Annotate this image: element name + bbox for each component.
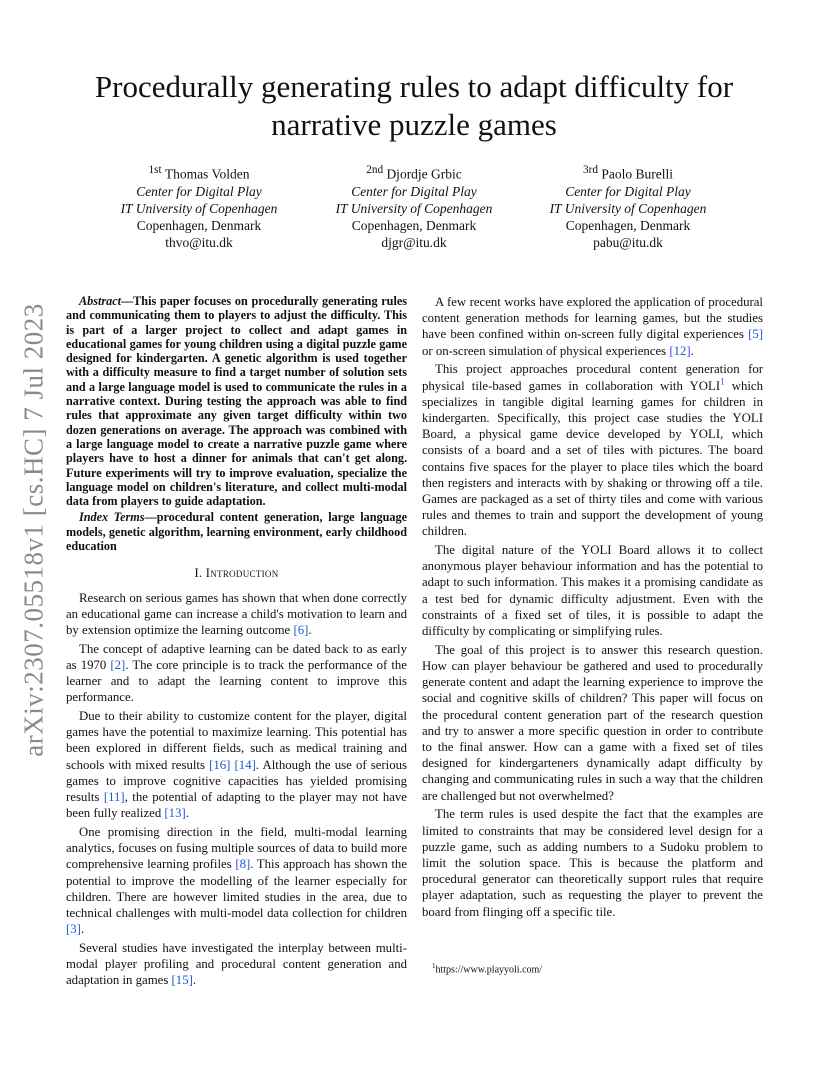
text-run: . [308, 622, 312, 637]
citation-link[interactable]: [5] [748, 327, 763, 342]
author-block-3 [518, 162, 738, 251]
paper-title: Procedurally generating rules to adapt difficulty for narrative puzzle games [94, 69, 734, 142]
text-run: , the potential of adapting to the player may not have been fully realized [66, 789, 407, 821]
index-terms-lead: Index Terms [79, 510, 145, 525]
citation-link[interactable]: [16] [209, 757, 231, 772]
citation-link[interactable]: [3] [66, 922, 81, 937]
section-heading: I. Introduction [194, 566, 279, 581]
author-location: Copenhagen, Denmark [351, 217, 477, 233]
text-run: Research on serious games has shown that when done correctly an educational game can increase a child's motivation to learn and by extension optimize the learning outcome [66, 590, 407, 637]
text-run: The digital nature of the YOLI Board allows it to collect anonymous player behaviour information and has the potential to adapt to such information. This makes it a promising candidate as a test bed for dynamic difficulty adjustment. Even with the constraints of a fixed set of tiles, it is possible to adapt the difficulty by complicating or simplifying rules. [422, 543, 763, 639]
paragraph [422, 806, 763, 919]
paragraph [66, 824, 407, 937]
text-run: One promising direction in the field, multi-modal learning analytics, focuses on fusing multiple sources of data to build more comprehensive learning profiles [66, 824, 407, 872]
text-run: or on-screen simulation of physical experiences [422, 343, 670, 358]
right-body [422, 294, 763, 920]
left-body [66, 590, 407, 989]
author-location: Copenhagen, Denmark [136, 217, 262, 233]
text-run: A few recent works have explored the application of procedural content generation methods for learning games, but the studies have been confined within on-screen fully digital experiences [422, 295, 763, 342]
text-run: . [690, 343, 694, 358]
author-affiliation: Center for Digital Play [136, 183, 262, 199]
right-column [422, 294, 763, 922]
paragraph [422, 361, 763, 539]
author-name: $^{1st}$ Thomas Volden [148, 164, 250, 182]
author-block-2 [304, 162, 524, 251]
author-institution: IT University of Copenhagen [335, 200, 493, 216]
author-email[interactable]: pabu@itu.dk [593, 234, 663, 250]
paragraph [66, 641, 407, 706]
citation-link[interactable]: [6] [293, 622, 309, 637]
index-terms-text: —procedural content generation, large language models, genetic algorithm, learning environment, early childhood education [66, 510, 407, 554]
text-run: . [185, 806, 189, 821]
paragraph [66, 590, 407, 639]
arxiv-sidebar [14, 300, 54, 760]
citation-link[interactable]: [14] [234, 757, 256, 772]
author-institution: IT University of Copenhagen [120, 200, 278, 216]
abstract-lead: Abstract [79, 294, 121, 308]
author-name: $^{2nd}$ Djordje Grbic [366, 164, 462, 182]
footnote [432, 962, 542, 975]
author-affiliation: Center for Digital Play [565, 183, 691, 199]
footnote-url[interactable]: https://www.playyoli.com/ [435, 964, 543, 976]
abstract [66, 294, 407, 508]
citation-link[interactable]: [11] [103, 789, 125, 804]
citation-link[interactable]: [8] [235, 857, 251, 872]
text-run: This project approaches procedural content generation for physical tile-based games in collaboration with YOLI [422, 362, 763, 393]
paragraph [66, 940, 407, 989]
paragraph [422, 642, 763, 804]
author-affiliation: Center for Digital Play [351, 183, 477, 199]
text-run: . The core principle is to track the performance of the learner and to adapt the learning content to improve this performance. [66, 657, 407, 705]
left-column [66, 294, 407, 991]
author-email[interactable]: djgr@itu.dk [381, 234, 447, 250]
citation-link[interactable]: [2] [110, 657, 126, 672]
text-run: . This approach has shown the potential to improve the modelling of the learner especially for children. There are however limited studies in the area, due to technical challenges with multi-model data collection for children [66, 857, 408, 920]
paragraph [422, 294, 763, 359]
author-institution: IT University of Copenhagen [549, 200, 707, 216]
footnote-mark: 1 [432, 962, 436, 970]
text-run: which specializes in tangible digital learning games for children in kindergarten. Specifically, this project case studies the YOLI Board, a physical game device developed by YOLI, which consists of a board and a set of tiles with pictures. The board contains five spaces for the player to place tiles which the board then registers and interacts with by shaking or throwing off a tile. Games are packaged as a set of thirty tiles and come with various rules and themes to train and support the development of young children. [422, 378, 763, 539]
text-run: The concept of adaptive learning can be dated back to as early as 1970 [66, 641, 407, 672]
abstract-text: —This paper focuses on procedurally generating rules and communicating them to players to adjust the difficulty. This is part of a larger project to collect and adapt games in educational games for young children using a digital puzzle game designed for kindergarten. A genetic algorithm is used together with a difficulty measure to find a target number of solution sets and a large language model is used to communicate the rules in a narrative context. During testing the approach was able to find rules that approximate any given target difficulty within two dozen generations on average. The approach was combined with a large language model to create a narrative puzzle game where players have to host a dinner for animals that can't get along. Future experiments will try to improve evaluation, specialize the language model on children's literature, and collect multi-modal data from players to guide adaptation. [66, 294, 407, 509]
text-run: . [192, 973, 197, 988]
paragraph [422, 542, 763, 639]
paragraph [66, 708, 407, 821]
text-run: The term rules is used despite the fact that the examples are limited to constraints that may be considered level design for a puzzle game, such as adding numbers to a Sudoku problem to limit the solution space. This is because the platform and procedural generator can theoretically support rules that require player adaptation, such as requesting the player to prevent the board from flinging off a specific tile. [422, 807, 763, 919]
index-terms [66, 510, 407, 553]
author-block-1 [89, 162, 309, 251]
text-run: . Although the use of serious games to improve cognitive capacities has yielded promising results [66, 757, 407, 804]
author-email[interactable]: thvo@itu.dk [165, 234, 233, 250]
author-location: Copenhagen, Denmark [565, 217, 691, 233]
text-run: The goal of this project is to answer this research question. How can player behaviour be gathered and used to procedurally generate content and adapt the learning experience to improve the social and cognitive skills of children? This paper will focus on the procedural content generation part of the research question and try to answer a more specific question in order to contribute to the final answer. How can a game with a fixed set of tiles designed for kindergarteners dynamically adapt difficulty by changing and communicating rules in such a way that the children are challenged but not overwhelmed? [422, 642, 763, 803]
citation-link[interactable]: [13] [164, 806, 186, 821]
citation-link[interactable]: [12] [669, 343, 691, 358]
citation-link[interactable]: [15] [171, 973, 193, 988]
arxiv-identifier: arXiv:2307.05518v1 [cs.HC] 7 Jul 2023 [18, 303, 49, 757]
text-run: Due to their ability to customize content for the player, digital games have the potential to maximize learning. This potential has been explored in different fields, such as medical training and schools with mixed results [66, 708, 407, 772]
text-run: Several studies have investigated the interplay between multi-modal player profiling and procedural content generation and adaptation in games [66, 940, 407, 988]
footnote-link[interactable]: 1 [720, 376, 725, 387]
author-name: $^{3rd}$ Paolo Burelli [583, 164, 673, 182]
text-run: . [80, 922, 85, 937]
